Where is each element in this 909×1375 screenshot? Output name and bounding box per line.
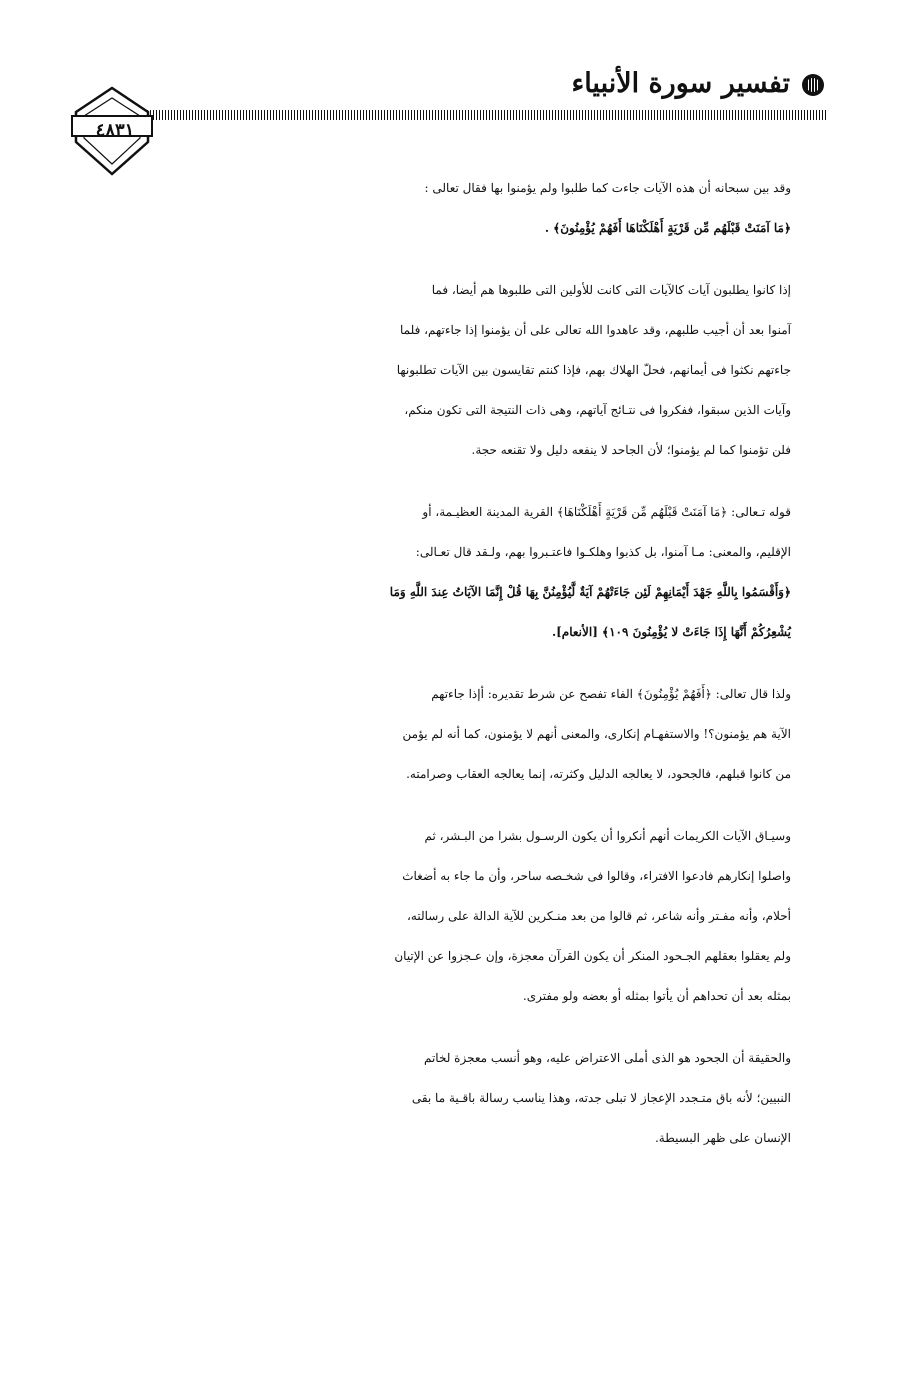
paragraph xyxy=(67,816,819,1016)
chapter-title: تفسير سورة الأنبياء xyxy=(571,68,790,99)
text-line: ولذا قال تعالى: ﴿أَفَهُمْ يُؤْمِنُونَ﴾ الفاء تفصح عن شرط تقديره: أإذا جاءتهم xyxy=(431,687,791,701)
text-line: جاءتهم نكثوا فى أيمانهم، فحلّ الهلاك بهم، فإذا كنتم تقايسون بين الآيات تطلبونها xyxy=(396,363,791,377)
page-number: ٤٨٣١ xyxy=(95,120,135,141)
quran-verse: ﴿مَا آمَنَتْ قَبْلَهُم مِّن قَرْيَةٍ أَهْلَكْنَاهَا أَفَهُمْ يُؤْمِنُونَ﴾ . xyxy=(544,221,791,235)
text-line: النبيين؛ لأنه باق متـجدد الإعجاز لا تبلى جدته، وهذا يناسب رسالة باقـية ما بقى xyxy=(411,1091,791,1105)
text-line: والحقيقة أن الجحود هو الذى أملى الاعتراض عليه، وهو أنسب معجزة لخاتم xyxy=(423,1051,791,1065)
quran-verse: يُشْعِرُكُمْ أَنَّهَا إِذَا جَاءَتْ لا يُؤْمِنُونَ ١٠٩﴾ [الأنعام]. xyxy=(551,625,791,639)
page-body xyxy=(67,168,819,1168)
text-line: ولم يعقلوا بعقلهم الجـحود المنكر أن يكون القرآن معجزة، وإن عـجزوا عن الإتيان xyxy=(394,949,791,963)
text-line: وقد بين سبحانه أن هذه الآيات جاءت كما طلبوا ولم يؤمنوا بها فقال تعالى : xyxy=(424,181,791,195)
text-line: بمثله بعد أن تحداهم أن يأتوا بمثله أو بعضه ولو مفترى. xyxy=(522,989,791,1003)
paragraph xyxy=(67,492,819,652)
text-line: فلن تؤمنوا كما لم يؤمنوا؛ لأن الجاحد لا ينفعه دليل ولا تقنعه حجة. xyxy=(471,443,791,457)
text-line: أحلام، وأنه مفـتر وأنه شاعر، ثم قالوا من بعد منـكرين للآية الدالة على رسالته، xyxy=(407,909,791,923)
quran-verse: ﴿وَأَقْسَمُوا بِاللَّهِ جَهْدَ أَيْمَانِهِمْ لَئِن جَاءَتْهُمْ آيَةٌ لَّيُؤْمِنُنَّ بِهَا قُلْ إِنَّمَا الآيَاتُ عِندَ اللَّهِ وَمَا xyxy=(389,585,791,599)
text-line: وسيـاق الآيات الكريمات أنهم أنكروا أن يكون الرسـول بشرا من البـشر، ثم xyxy=(424,829,791,843)
text-line: آمنوا بعد أن أجيب طلبهم، وقد عاهدوا الله تعالى على أن يؤمنوا إذا جاءتهم، فلما xyxy=(400,323,791,337)
text-line: إذا كانوا يطلبون آيات كالآيات التى كانت للأولين التى طلبوها هم أيضا، فما xyxy=(431,283,791,297)
page-number-badge xyxy=(70,86,154,178)
header-bullet-icon xyxy=(802,74,824,96)
text-line: واصلوا إنكارهم فادعوا الافتراء، وقالوا فى شخـصه ساحر، وأن ما جاء به أضغاث xyxy=(402,869,791,883)
text-line: الإقليم، والمعنى: مـا آمنوا، بل كذبوا وهلكـوا فاعتـبروا بهم، ولـقد قال تعـالى: xyxy=(415,545,791,559)
paragraph xyxy=(67,674,819,794)
text-line: من كانوا قبلهم، فالجحود، لا يعالجه الدليل وكثرته، إنما يعالجه العقاب وصرامته. xyxy=(406,767,791,781)
text-line: قوله تـعالى: ﴿مَا آمَنَتْ قَبْلَهُم مِّن قَرْيَةٍ أَهْلَكْنَاهَا﴾ القرية المدينة العظيـمة، أو xyxy=(422,505,791,519)
paragraph xyxy=(67,1038,819,1158)
page-header xyxy=(60,58,830,168)
paragraph xyxy=(67,270,819,470)
text-line: الإنسان على ظهر البسيطة. xyxy=(654,1131,791,1145)
paragraph xyxy=(67,168,819,248)
text-line: الآية هم يؤمنون؟! والاستفهـام إنكارى، والمعنى أنهم لا يؤمنون، كما أنه لم يؤمن xyxy=(402,727,791,741)
text-line: وآيات الذين سبقوا، ففكروا فى نتـائج آياتهم، وهى ذات النتيجة التى تكون منكم، xyxy=(404,403,791,417)
header-rule xyxy=(138,110,826,120)
